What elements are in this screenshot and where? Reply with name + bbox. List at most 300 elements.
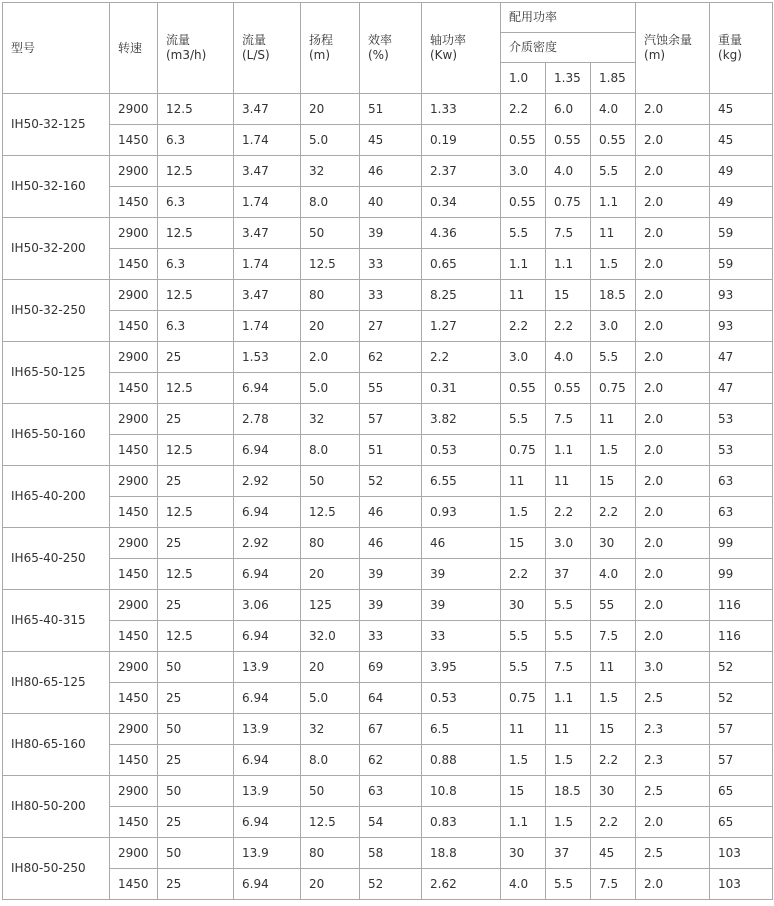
- table-cell: 2.0: [636, 249, 710, 280]
- table-cell: 93: [710, 311, 773, 342]
- table-cell: 12.5: [158, 621, 234, 652]
- model-cell: IH80-65-125: [3, 652, 110, 714]
- table-cell: 4.36: [422, 218, 501, 249]
- table-cell: 45: [360, 125, 422, 156]
- table-cell: 59: [710, 249, 773, 280]
- table-cell: 1.27: [422, 311, 501, 342]
- table-cell: 25: [158, 342, 234, 373]
- table-cell: 2900: [110, 838, 158, 869]
- table-cell: 57: [710, 714, 773, 745]
- table-cell: 2.0: [636, 156, 710, 187]
- table-cell: 57: [710, 745, 773, 776]
- table-cell: 6.3: [158, 187, 234, 218]
- table-row: [3, 311, 773, 342]
- table-cell: 33: [360, 280, 422, 311]
- table-cell: 11: [546, 714, 591, 745]
- table-cell: 93: [710, 280, 773, 311]
- table-cell: 50: [158, 776, 234, 807]
- table-cell: 0.31: [422, 373, 501, 404]
- table-cell: 30: [501, 838, 546, 869]
- table-cell: 2.2: [546, 311, 591, 342]
- table-row: [3, 559, 773, 590]
- table-cell: 2.3: [636, 745, 710, 776]
- table-cell: 99: [710, 559, 773, 590]
- table-cell: 2.0: [636, 280, 710, 311]
- table-cell: 5.0: [301, 683, 360, 714]
- table-cell: 12.5: [158, 435, 234, 466]
- table-cell: 2.2: [591, 497, 636, 528]
- table-cell: 6.94: [234, 621, 301, 652]
- table-cell: 2.92: [234, 528, 301, 559]
- table-cell: 6.5: [422, 714, 501, 745]
- table-cell: 0.55: [501, 373, 546, 404]
- header-medium-density: 介质密度: [501, 33, 636, 63]
- table-cell: 49: [710, 187, 773, 218]
- table-row: [3, 714, 773, 745]
- table-cell: 6.3: [158, 249, 234, 280]
- table-cell: 103: [710, 869, 773, 900]
- table-cell: 6.94: [234, 869, 301, 900]
- table-cell: 0.65: [422, 249, 501, 280]
- table-cell: 50: [301, 218, 360, 249]
- table-cell: 3.47: [234, 280, 301, 311]
- table-cell: 5.5: [546, 621, 591, 652]
- table-cell: 47: [710, 342, 773, 373]
- table-row: [3, 342, 773, 373]
- table-cell: 32.0: [301, 621, 360, 652]
- header-row-1: [3, 3, 773, 33]
- table-cell: 63: [710, 497, 773, 528]
- table-cell: 1450: [110, 683, 158, 714]
- table-cell: 25: [158, 683, 234, 714]
- table-cell: 46: [422, 528, 501, 559]
- table-cell: 4.0: [591, 559, 636, 590]
- table-cell: 13.9: [234, 714, 301, 745]
- table-cell: 32: [301, 156, 360, 187]
- table-row: [3, 590, 773, 621]
- table-cell: 8.0: [301, 187, 360, 218]
- header-flow-ls: 流量 (L/S): [234, 3, 301, 94]
- table-cell: 63: [360, 776, 422, 807]
- table-cell: 33: [360, 249, 422, 280]
- table-row: [3, 466, 773, 497]
- table-cell: 2900: [110, 404, 158, 435]
- table-cell: 25: [158, 404, 234, 435]
- table-row: [3, 838, 773, 869]
- table-cell: 5.5: [546, 590, 591, 621]
- table-cell: 0.83: [422, 807, 501, 838]
- table-row: [3, 156, 773, 187]
- table-row: [3, 187, 773, 218]
- table-row: [3, 745, 773, 776]
- table-cell: 12.5: [158, 218, 234, 249]
- table-cell: 49: [710, 156, 773, 187]
- table-cell: 13.9: [234, 838, 301, 869]
- table-cell: 18.8: [422, 838, 501, 869]
- table-cell: 39: [360, 590, 422, 621]
- table-cell: 52: [710, 652, 773, 683]
- table-cell: 0.75: [591, 373, 636, 404]
- table-cell: 11: [591, 652, 636, 683]
- table-cell: 63: [710, 466, 773, 497]
- table-cell: 99: [710, 528, 773, 559]
- table-cell: 6.3: [158, 311, 234, 342]
- table-cell: 12.5: [158, 156, 234, 187]
- table-cell: 0.55: [546, 373, 591, 404]
- table-cell: 54: [360, 807, 422, 838]
- table-cell: 45: [710, 94, 773, 125]
- table-cell: 3.95: [422, 652, 501, 683]
- model-cell: IH80-50-200: [3, 776, 110, 838]
- table-cell: 1.1: [546, 249, 591, 280]
- table-cell: 1.1: [546, 435, 591, 466]
- table-cell: 1.74: [234, 125, 301, 156]
- table-cell: 12.5: [158, 280, 234, 311]
- table-cell: 0.75: [546, 187, 591, 218]
- model-cell: IH65-50-125: [3, 342, 110, 404]
- table-cell: 52: [360, 869, 422, 900]
- table-cell: 27: [360, 311, 422, 342]
- table-cell: 62: [360, 342, 422, 373]
- table-cell: 11: [591, 218, 636, 249]
- table-cell: 3.82: [422, 404, 501, 435]
- table-cell: 52: [710, 683, 773, 714]
- table-cell: 11: [546, 466, 591, 497]
- table-cell: 7.5: [591, 621, 636, 652]
- table-cell: 11: [591, 404, 636, 435]
- table-cell: 39: [360, 218, 422, 249]
- header-density-3: 1.85: [591, 63, 636, 94]
- table-cell: 8.25: [422, 280, 501, 311]
- table-cell: 57: [360, 404, 422, 435]
- model-cell: IH80-50-250: [3, 838, 110, 900]
- table-cell: 52: [360, 466, 422, 497]
- table-cell: 103: [710, 838, 773, 869]
- table-cell: 0.34: [422, 187, 501, 218]
- table-cell: 7.5: [546, 218, 591, 249]
- table-cell: 2.0: [636, 187, 710, 218]
- table-cell: 62: [360, 745, 422, 776]
- table-cell: 2.5: [636, 683, 710, 714]
- header-density-2: 1.35: [546, 63, 591, 94]
- table-cell: 20: [301, 94, 360, 125]
- table-cell: 5.5: [501, 404, 546, 435]
- table-cell: 2900: [110, 218, 158, 249]
- model-cell: IH50-32-250: [3, 280, 110, 342]
- table-cell: 3.0: [591, 311, 636, 342]
- table-cell: 3.0: [501, 156, 546, 187]
- table-cell: 1.74: [234, 187, 301, 218]
- table-cell: 2.0: [301, 342, 360, 373]
- table-cell: 47: [710, 373, 773, 404]
- table-cell: 12.5: [301, 807, 360, 838]
- header-weight: 重量 (kg): [710, 3, 773, 94]
- table-cell: 1.5: [546, 807, 591, 838]
- table-cell: 8.0: [301, 435, 360, 466]
- table-cell: 1.5: [501, 497, 546, 528]
- model-cell: IH65-40-250: [3, 528, 110, 590]
- table-cell: 46: [360, 156, 422, 187]
- table-cell: 6.0: [546, 94, 591, 125]
- table-cell: 1450: [110, 311, 158, 342]
- table-cell: 2900: [110, 466, 158, 497]
- model-cell: IH50-32-200: [3, 218, 110, 280]
- table-cell: 2.0: [636, 435, 710, 466]
- table-cell: 4.0: [591, 94, 636, 125]
- table-cell: 18.5: [546, 776, 591, 807]
- table-cell: 2.0: [636, 497, 710, 528]
- table-cell: 2.62: [422, 869, 501, 900]
- table-cell: 2900: [110, 342, 158, 373]
- table-cell: 33: [360, 621, 422, 652]
- table-cell: 11: [501, 280, 546, 311]
- table-cell: 2.2: [501, 94, 546, 125]
- table-cell: 53: [710, 404, 773, 435]
- table-row: [3, 621, 773, 652]
- header-model: 型号: [3, 3, 110, 94]
- table-cell: 0.55: [501, 125, 546, 156]
- table-cell: 1450: [110, 125, 158, 156]
- table-cell: 12.5: [301, 249, 360, 280]
- table-cell: 4.0: [546, 156, 591, 187]
- table-cell: 2900: [110, 280, 158, 311]
- table-cell: 116: [710, 590, 773, 621]
- table-cell: 18.5: [591, 280, 636, 311]
- table-cell: 51: [360, 94, 422, 125]
- table-cell: 39: [360, 559, 422, 590]
- table-cell: 1450: [110, 249, 158, 280]
- table-cell: 1.5: [501, 745, 546, 776]
- table-cell: 0.93: [422, 497, 501, 528]
- table-cell: 25: [158, 528, 234, 559]
- table-cell: 11: [501, 714, 546, 745]
- model-cell: IH65-50-160: [3, 404, 110, 466]
- table-cell: 80: [301, 838, 360, 869]
- table-cell: 2.2: [591, 745, 636, 776]
- table-cell: 3.47: [234, 94, 301, 125]
- table-cell: 5.0: [301, 373, 360, 404]
- table-cell: 3.47: [234, 156, 301, 187]
- table-cell: 1.1: [591, 187, 636, 218]
- model-cell: IH65-40-315: [3, 590, 110, 652]
- table-cell: 2.0: [636, 342, 710, 373]
- table-cell: 1.1: [501, 807, 546, 838]
- table-cell: 6.94: [234, 497, 301, 528]
- table-cell: 50: [301, 776, 360, 807]
- table-cell: 12.5: [158, 497, 234, 528]
- table-cell: 2.0: [636, 590, 710, 621]
- table-cell: 58: [360, 838, 422, 869]
- table-cell: 1.74: [234, 311, 301, 342]
- table-cell: 15: [501, 528, 546, 559]
- table-row: [3, 373, 773, 404]
- table-cell: 15: [501, 776, 546, 807]
- table-cell: 15: [546, 280, 591, 311]
- table-cell: 25: [158, 745, 234, 776]
- model-cell: IH50-32-160: [3, 156, 110, 218]
- table-cell: 6.94: [234, 745, 301, 776]
- table-cell: 2.0: [636, 466, 710, 497]
- table-cell: 2.3: [636, 714, 710, 745]
- table-cell: 1.1: [546, 683, 591, 714]
- header-density-1: 1.0: [501, 63, 546, 94]
- table-cell: 5.5: [501, 652, 546, 683]
- table-cell: 7.5: [546, 652, 591, 683]
- table-cell: 116: [710, 621, 773, 652]
- table-cell: 8.0: [301, 745, 360, 776]
- table-cell: 1.33: [422, 94, 501, 125]
- table-cell: 11: [501, 466, 546, 497]
- table-cell: 2.0: [636, 373, 710, 404]
- table-cell: 6.94: [234, 807, 301, 838]
- header-shaft-power: 轴功率 (Kw): [422, 3, 501, 94]
- table-cell: 32: [301, 714, 360, 745]
- table-body: [3, 94, 773, 900]
- table-cell: 65: [710, 807, 773, 838]
- table-cell: 37: [546, 559, 591, 590]
- table-cell: 20: [301, 652, 360, 683]
- table-cell: 1450: [110, 187, 158, 218]
- table-cell: 1450: [110, 497, 158, 528]
- table-cell: 46: [360, 528, 422, 559]
- table-cell: 30: [501, 590, 546, 621]
- table-cell: 25: [158, 807, 234, 838]
- table-cell: 7.5: [546, 404, 591, 435]
- table-cell: 13.9: [234, 652, 301, 683]
- table-cell: 40: [360, 187, 422, 218]
- table-cell: 1450: [110, 745, 158, 776]
- table-cell: 12.5: [158, 559, 234, 590]
- table-cell: 0.88: [422, 745, 501, 776]
- table-row: [3, 497, 773, 528]
- table-cell: 50: [301, 466, 360, 497]
- table-cell: 5.5: [546, 869, 591, 900]
- table-cell: 2.0: [636, 621, 710, 652]
- header-head: 扬程 (m): [301, 3, 360, 94]
- table-cell: 33: [422, 621, 501, 652]
- table-cell: 2900: [110, 652, 158, 683]
- table-cell: 2900: [110, 156, 158, 187]
- table-cell: 5.5: [501, 621, 546, 652]
- table-cell: 6.94: [234, 559, 301, 590]
- table-row: [3, 683, 773, 714]
- table-cell: 5.5: [591, 342, 636, 373]
- table-cell: 50: [158, 838, 234, 869]
- table-cell: 2900: [110, 714, 158, 745]
- table-row: [3, 125, 773, 156]
- table-cell: 2.0: [636, 559, 710, 590]
- table-cell: 6.94: [234, 373, 301, 404]
- table-cell: 20: [301, 311, 360, 342]
- table-cell: 1.5: [591, 435, 636, 466]
- table-cell: 2900: [110, 94, 158, 125]
- table-cell: 46: [360, 497, 422, 528]
- table-cell: 2.0: [636, 869, 710, 900]
- table-cell: 50: [158, 714, 234, 745]
- header-matched-power: 配用功率: [501, 3, 636, 33]
- table-cell: 30: [591, 528, 636, 559]
- table-cell: 2.2: [501, 311, 546, 342]
- header-npsh: 汽蚀余量 (m): [636, 3, 710, 94]
- table-cell: 2.0: [636, 94, 710, 125]
- table-row: [3, 528, 773, 559]
- table-cell: 6.94: [234, 683, 301, 714]
- header-speed: 转速: [110, 3, 158, 94]
- table-cell: 7.5: [591, 869, 636, 900]
- table-cell: 6.55: [422, 466, 501, 497]
- table-cell: 37: [546, 838, 591, 869]
- table-cell: 2900: [110, 590, 158, 621]
- table-cell: 0.53: [422, 683, 501, 714]
- table-cell: 55: [591, 590, 636, 621]
- table-cell: 0.53: [422, 435, 501, 466]
- table-cell: 69: [360, 652, 422, 683]
- table-cell: 25: [158, 590, 234, 621]
- table-cell: 30: [591, 776, 636, 807]
- table-cell: 25: [158, 466, 234, 497]
- table-cell: 13.9: [234, 776, 301, 807]
- table-cell: 5.5: [501, 218, 546, 249]
- table-cell: 1450: [110, 373, 158, 404]
- table-cell: 2.0: [636, 218, 710, 249]
- table-cell: 1450: [110, 621, 158, 652]
- table-cell: 2.0: [636, 404, 710, 435]
- model-cell: IH65-40-200: [3, 466, 110, 528]
- table-cell: 1450: [110, 435, 158, 466]
- table-cell: 1450: [110, 807, 158, 838]
- table-cell: 2.2: [501, 559, 546, 590]
- table-cell: 6.3: [158, 125, 234, 156]
- table-cell: 59: [710, 218, 773, 249]
- table-row: [3, 218, 773, 249]
- table-cell: 5.0: [301, 125, 360, 156]
- table-cell: 55: [360, 373, 422, 404]
- table-row: [3, 807, 773, 838]
- table-row: [3, 652, 773, 683]
- table-row: [3, 869, 773, 900]
- table-cell: 5.5: [591, 156, 636, 187]
- table-cell: 0.75: [501, 435, 546, 466]
- table-cell: 6.94: [234, 435, 301, 466]
- table-cell: 80: [301, 280, 360, 311]
- table-cell: 39: [422, 559, 501, 590]
- table-cell: 50: [158, 652, 234, 683]
- table-cell: 4.0: [546, 342, 591, 373]
- table-cell: 0.19: [422, 125, 501, 156]
- table-cell: 3.06: [234, 590, 301, 621]
- table-row: [3, 435, 773, 466]
- table-cell: 80: [301, 528, 360, 559]
- table-cell: 65: [710, 776, 773, 807]
- table-cell: 2.2: [546, 497, 591, 528]
- table-cell: 0.55: [501, 187, 546, 218]
- table-row: [3, 280, 773, 311]
- table-cell: 1.5: [591, 683, 636, 714]
- table-cell: 2.2: [591, 807, 636, 838]
- model-cell: IH80-65-160: [3, 714, 110, 776]
- table-cell: 45: [710, 125, 773, 156]
- table-cell: 51: [360, 435, 422, 466]
- table-cell: 25: [158, 869, 234, 900]
- table-cell: 1.5: [546, 745, 591, 776]
- table-cell: 20: [301, 869, 360, 900]
- table-cell: 3.0: [636, 652, 710, 683]
- table-cell: 2.0: [636, 528, 710, 559]
- table-cell: 2.92: [234, 466, 301, 497]
- table-cell: 1.5: [591, 249, 636, 280]
- table-cell: 2.5: [636, 776, 710, 807]
- table-cell: 1.1: [501, 249, 546, 280]
